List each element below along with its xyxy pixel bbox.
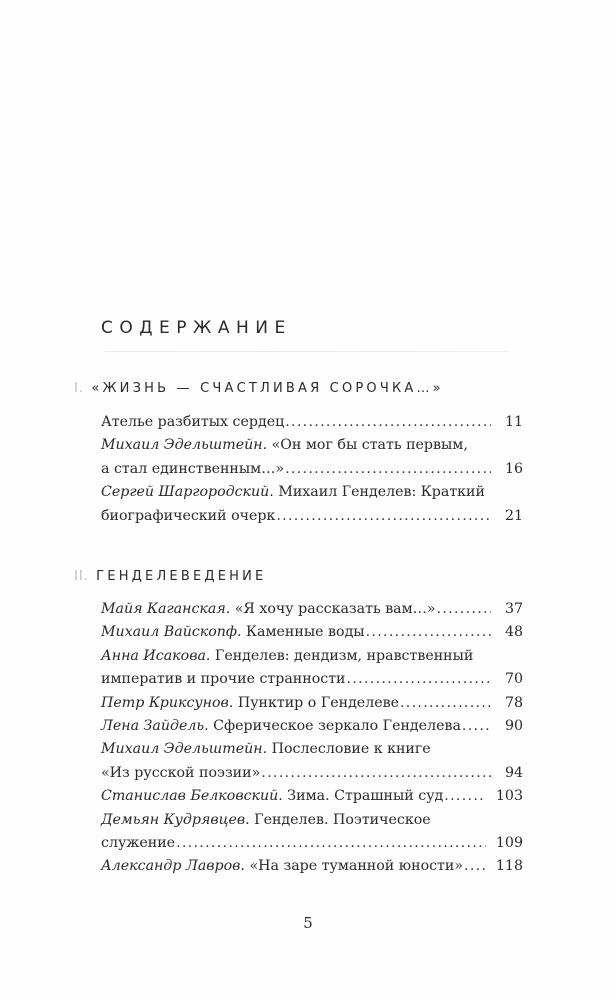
toc-entry-continuation[interactable] [101,762,523,785]
entry-author: Демьян Кудрявцев. [101,811,250,828]
entry-title: Каменные воды [241,624,365,641]
entry-title: Сферическое зеркало Генделева [208,717,461,734]
entry-title: «Он мог бы стать первым, [267,437,468,454]
entry-author: Майя Каганская. [101,601,231,617]
toc-entry[interactable] [101,715,523,738]
entry-page: 94 [504,764,523,781]
entry-title: служение [101,834,176,851]
entry-author: Александр Лавров. [101,858,245,875]
page-number: 5 [303,914,313,932]
entry-author: Петр Криксунов. [101,694,234,711]
toc-entry[interactable] [101,645,523,668]
toc-entry-continuation[interactable] [101,505,523,528]
entry-author: Михаил Вайскопф. [101,624,242,641]
entry-title: «На заре туманной юности» [244,858,464,875]
dot-leader [285,411,491,434]
toc-entry-continuation[interactable] [101,668,523,691]
entry-title: Генделев. Поэтическое [249,811,431,828]
toc-entry[interactable] [101,738,523,761]
entry-page: 16 [504,460,523,477]
entry-author: Анна Исакова. [101,647,211,664]
page-title: СОДЕРЖАНИЕ [101,318,292,338]
entry-page: 37 [504,601,523,617]
entry-author: Сергей Шаргородский. [101,484,274,501]
entry-page: 103 [495,788,523,805]
dot-leader [366,621,491,644]
entry-author: Михаил Эдельштейн. [101,437,268,454]
entry-author: Лена Зайдель. [101,717,209,734]
toc-entry[interactable] [101,411,523,434]
dot-leader [400,692,491,715]
dot-leader [276,505,491,528]
entry-title: биографический очерк [101,507,276,524]
entry-title: а стал единственным…» [101,460,285,477]
toc-entry[interactable] [101,785,523,808]
dot-leader [285,458,491,481]
toc-entry-continuation[interactable] [101,832,523,855]
toc-entry[interactable] [101,692,523,715]
toc-entry[interactable] [101,809,523,832]
entry-title: императив и прочие странности [101,671,346,688]
dot-leader [444,785,486,808]
section-heading-2 [74,569,266,584]
entry-page: 78 [504,694,523,711]
toc-entry[interactable] [101,434,523,457]
entry-page: 21 [504,507,523,524]
entry-title: «Я хочу рассказать вам…» [230,601,436,617]
entry-page: 90 [504,717,523,734]
section-heading-1 [74,381,444,396]
entry-title: Зима. Страшный суд [282,788,444,805]
toc-entry-continuation[interactable] [101,458,523,481]
toc-entry[interactable] [101,481,523,504]
section-number: II. [74,569,89,584]
entry-page: 70 [504,671,523,688]
dot-leader [176,832,486,855]
section-title: «ЖИЗНЬ — СЧАСТЛИВАЯ СОРОЧКА…» [91,381,444,396]
entry-page: 48 [504,624,523,641]
dot-leader [261,762,491,785]
toc-entry[interactable] [101,598,523,621]
entry-title: Михаил Генделев: Краткий [273,484,485,501]
entry-title: Генделев: дендизм, нравственный [210,647,474,664]
entry-page: 118 [495,858,523,875]
section-title: ГЕНДЕЛЕВЕДЕНИЕ [96,569,267,584]
entry-author: Станислав Белковский. [101,788,283,805]
section-number: I. [74,381,84,396]
entry-title: Ателье разбитых сердец [101,414,285,430]
toc-entry[interactable] [101,621,523,644]
entry-title: Пунктир о Генделеве [233,694,399,711]
title-divider [104,351,508,352]
entry-author: Михаил Эдельштейн. [101,741,268,758]
toc-entry[interactable] [101,855,523,878]
toc-section-2 [101,598,523,879]
toc-section-1 [101,411,523,528]
entry-title: «Из русской поэзии» [101,764,261,781]
dot-leader [464,855,486,878]
entry-page: 11 [504,414,523,430]
entry-title: Послесловие к книге [267,741,431,758]
dot-leader [462,715,491,738]
dot-leader [347,668,491,691]
entry-page: 109 [495,834,523,851]
dot-leader [437,598,491,621]
